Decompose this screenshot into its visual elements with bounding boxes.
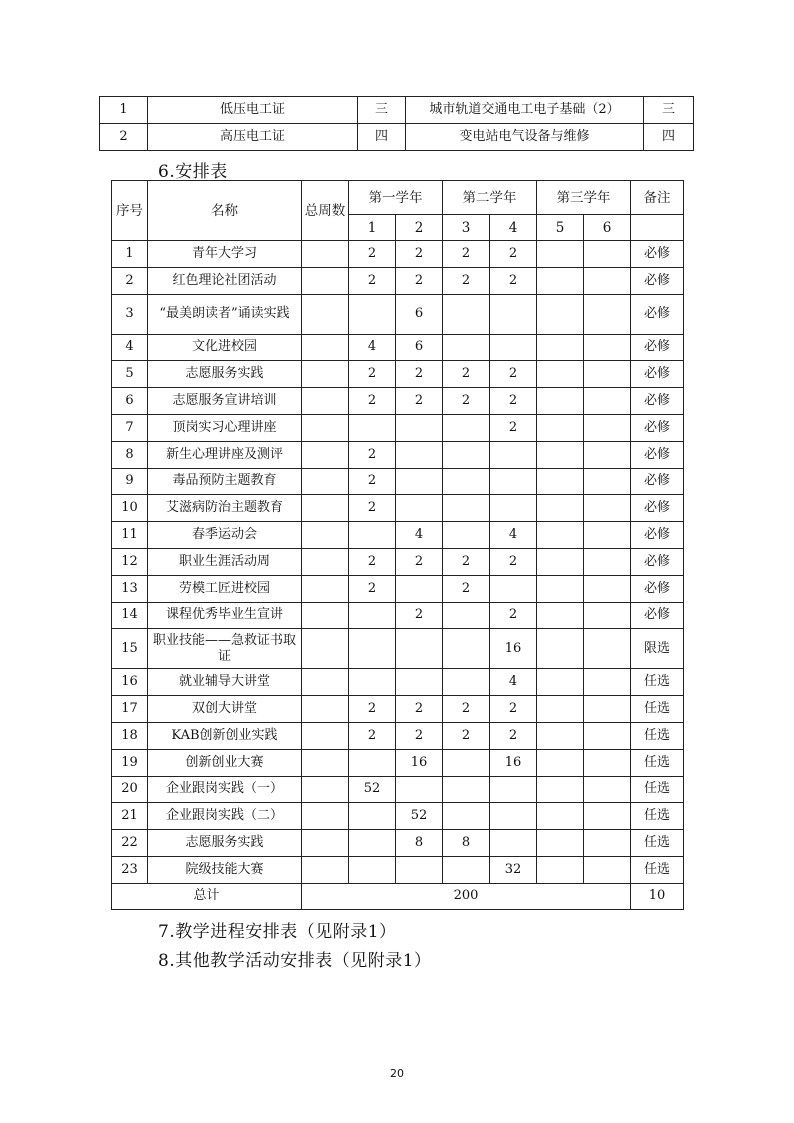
table-cell — [584, 468, 631, 495]
table-row — [112, 441, 684, 468]
header-year-1: 第一学年 — [349, 181, 443, 215]
activity-name-cell: 艾滋病防治主题教育 — [148, 495, 302, 522]
table-cell — [443, 334, 490, 361]
table-cell — [302, 575, 349, 602]
header-total-weeks: 总周数 — [302, 181, 349, 241]
activity-name-cell: 职业生涯活动周 — [148, 548, 302, 575]
table-row — [112, 495, 684, 522]
header-seq: 序号 — [112, 181, 148, 241]
table-cell: 2 — [443, 388, 490, 415]
table-cell: 必修 — [631, 334, 684, 361]
table-cell: 2 — [490, 696, 537, 723]
table-cell: 15 — [112, 629, 148, 669]
table-cell: 必修 — [631, 522, 684, 549]
table-cell: 2 — [490, 602, 537, 629]
table-cell — [443, 856, 490, 883]
table-cell: 限选 — [631, 629, 684, 669]
table-cell — [537, 629, 584, 669]
table-cell: 16 — [396, 749, 443, 776]
table-row — [112, 669, 684, 696]
table-cell: 2 — [349, 361, 396, 388]
table-cell — [302, 495, 349, 522]
table-cell — [349, 830, 396, 857]
table-cell: 3 — [112, 294, 148, 334]
table-cell — [537, 361, 584, 388]
table-cell: 2 — [396, 548, 443, 575]
table-cell: 任选 — [631, 669, 684, 696]
table-cell — [349, 294, 396, 334]
table-cell — [490, 495, 537, 522]
activity-name-cell: 文化进校园 — [148, 334, 302, 361]
header-term: 5 — [537, 215, 584, 241]
table-cell: 2 — [349, 722, 396, 749]
table-cell — [537, 830, 584, 857]
table-cell — [537, 414, 584, 441]
table-cell: 2 — [443, 548, 490, 575]
table-cell: 必修 — [631, 388, 684, 415]
table-cell — [584, 776, 631, 803]
table-cell — [537, 856, 584, 883]
table-cell — [396, 495, 443, 522]
table-cell: 52 — [396, 803, 443, 830]
table-cell: 2 — [112, 267, 148, 294]
table-cell: 32 — [490, 856, 537, 883]
table-cell — [302, 241, 349, 268]
table-cell — [302, 522, 349, 549]
table-cell — [584, 575, 631, 602]
table-cell: 必修 — [631, 294, 684, 334]
table-cell — [302, 267, 349, 294]
table-cell — [584, 441, 631, 468]
table-cell: 4 — [490, 522, 537, 549]
table-cell — [537, 388, 584, 415]
table-cell — [302, 388, 349, 415]
table-cell: 2 — [396, 696, 443, 723]
activity-name-cell: 就业辅导大讲堂 — [148, 669, 302, 696]
page-number: 20 — [390, 1067, 404, 1080]
table-cell — [443, 803, 490, 830]
table-cell: 2 — [443, 267, 490, 294]
table-cell — [443, 776, 490, 803]
table-cell: 四 — [644, 124, 694, 151]
table-cell — [584, 388, 631, 415]
header-year-3: 第三学年 — [537, 181, 631, 215]
table-cell: 任选 — [631, 856, 684, 883]
table-cell — [302, 629, 349, 669]
table-cell — [302, 414, 349, 441]
table-cell — [584, 803, 631, 830]
course-certificate-table — [99, 96, 694, 151]
table-cell: 2 — [396, 388, 443, 415]
activity-name-cell: 志愿服务实践 — [148, 361, 302, 388]
table-cell — [443, 441, 490, 468]
activity-name-cell: 红色理论社团活动 — [148, 267, 302, 294]
table-cell — [302, 856, 349, 883]
table-cell: 2 — [349, 548, 396, 575]
table-row — [112, 602, 684, 629]
table-row — [112, 856, 684, 883]
table-cell: 任选 — [631, 803, 684, 830]
table-cell: 2 — [490, 241, 537, 268]
table-cell: 必修 — [631, 468, 684, 495]
table-cell: 必修 — [631, 241, 684, 268]
table-cell — [302, 361, 349, 388]
schedule-table — [111, 180, 684, 910]
table-cell: 6 — [396, 294, 443, 334]
table-cell: 20 — [112, 776, 148, 803]
table-cell — [349, 522, 396, 549]
table-cell: 17 — [112, 696, 148, 723]
table-cell: 必修 — [631, 414, 684, 441]
table-cell — [584, 830, 631, 857]
table-row — [112, 361, 684, 388]
table-cell — [396, 575, 443, 602]
table-cell: 2 — [396, 361, 443, 388]
table-cell: 必修 — [631, 548, 684, 575]
table-row — [100, 97, 694, 124]
table-cell: 13 — [112, 575, 148, 602]
table-cell: 23 — [112, 856, 148, 883]
table-cell: 4 — [396, 522, 443, 549]
header-term: 3 — [443, 215, 490, 241]
activity-name-cell: 企业跟岗实践（一） — [148, 776, 302, 803]
table-cell: 2 — [443, 722, 490, 749]
table-cell — [396, 468, 443, 495]
activity-name-cell: 顶岗实习心理讲座 — [148, 414, 302, 441]
table-cell: 2 — [396, 267, 443, 294]
table-cell: 任选 — [631, 696, 684, 723]
table-cell — [537, 548, 584, 575]
table-cell — [537, 267, 584, 294]
table-cell — [302, 441, 349, 468]
table-cell — [584, 856, 631, 883]
table-cell — [584, 749, 631, 776]
table-row — [112, 241, 684, 268]
table-row — [112, 522, 684, 549]
table-cell — [584, 629, 631, 669]
table-cell: 2 — [490, 722, 537, 749]
activity-name-cell: 创新创业大赛 — [148, 749, 302, 776]
table-cell: 4 — [112, 334, 148, 361]
table-cell — [537, 468, 584, 495]
table-cell — [584, 267, 631, 294]
table-cell: 6 — [396, 334, 443, 361]
table-cell — [349, 602, 396, 629]
table-cell — [490, 830, 537, 857]
table-cell: 18 — [112, 722, 148, 749]
table-cell — [537, 722, 584, 749]
table-cell: 四 — [358, 124, 406, 151]
activity-name-cell: 毒品预防主题教育 — [148, 468, 302, 495]
table-cell: 7 — [112, 414, 148, 441]
table-cell — [584, 334, 631, 361]
table-row — [112, 414, 684, 441]
table-cell — [302, 803, 349, 830]
table-cell: 任选 — [631, 749, 684, 776]
table-cell — [537, 602, 584, 629]
table-cell: 2 — [490, 361, 537, 388]
table-cell: 16 — [490, 749, 537, 776]
table-cell — [396, 856, 443, 883]
table-cell — [584, 696, 631, 723]
total-row — [112, 883, 684, 909]
table-row — [112, 776, 684, 803]
table-cell: 8 — [443, 830, 490, 857]
table-cell: 必修 — [631, 267, 684, 294]
activity-name-cell: 企业跟岗实践（二） — [148, 803, 302, 830]
table-cell — [490, 468, 537, 495]
table-cell — [490, 441, 537, 468]
table-cell — [302, 294, 349, 334]
table-cell: 1 — [112, 241, 148, 268]
table-cell: 6 — [112, 388, 148, 415]
table-cell — [302, 722, 349, 749]
table-cell — [396, 629, 443, 669]
table-cell — [349, 629, 396, 669]
table-cell: 52 — [349, 776, 396, 803]
table-cell — [490, 803, 537, 830]
table-row — [112, 468, 684, 495]
total-remark: 10 — [631, 883, 684, 909]
table-cell: 2 — [396, 241, 443, 268]
table-cell: 5 — [112, 361, 148, 388]
table-cell — [584, 241, 631, 268]
table-cell — [537, 749, 584, 776]
header-term: 4 — [490, 215, 537, 241]
activity-name-cell: 青年大学习 — [148, 241, 302, 268]
table-cell: 任选 — [631, 776, 684, 803]
table-cell — [302, 602, 349, 629]
activity-name-cell: 志愿服务宣讲培训 — [148, 388, 302, 415]
table-cell: 2 — [443, 361, 490, 388]
table-cell — [349, 414, 396, 441]
table-cell: 变电站电气设备与维修 — [406, 124, 644, 151]
table-cell: 22 — [112, 830, 148, 857]
table-cell — [302, 830, 349, 857]
table-cell: 4 — [349, 334, 396, 361]
section-8-heading: 8.其他教学活动安排表（见附录1） — [158, 951, 432, 971]
table-cell — [302, 548, 349, 575]
table-cell — [584, 602, 631, 629]
table-cell: 任选 — [631, 722, 684, 749]
table-row — [112, 830, 684, 857]
header-remark-blank — [631, 215, 684, 241]
activity-name-cell: 志愿服务实践 — [148, 830, 302, 857]
header-term: 2 — [396, 215, 443, 241]
table-cell: 8 — [112, 441, 148, 468]
table-cell: 2 — [349, 241, 396, 268]
table-cell: 2 — [443, 575, 490, 602]
table-cell — [302, 468, 349, 495]
table-cell — [490, 334, 537, 361]
table-cell — [537, 575, 584, 602]
table-cell — [490, 294, 537, 334]
table-cell — [584, 414, 631, 441]
table-cell: 2 — [443, 241, 490, 268]
table-row — [100, 124, 694, 151]
table-cell: 必修 — [631, 441, 684, 468]
section-7-heading: 7.教学进程安排表（见附录1） — [158, 922, 397, 942]
table-cell: 2 — [396, 722, 443, 749]
table-cell — [537, 696, 584, 723]
table-cell: 必修 — [631, 495, 684, 522]
table-cell — [537, 294, 584, 334]
table-cell — [443, 749, 490, 776]
table-cell: 2 — [490, 414, 537, 441]
table-cell — [443, 522, 490, 549]
table-cell — [349, 749, 396, 776]
table-cell — [302, 696, 349, 723]
table-cell: 三 — [644, 97, 694, 124]
table-cell — [584, 669, 631, 696]
table-cell: 8 — [396, 830, 443, 857]
table-cell — [490, 776, 537, 803]
activity-name-cell: 职业技能——急救证书取证 — [148, 629, 302, 669]
table-cell: 2 — [443, 696, 490, 723]
total-label: 总计 — [112, 883, 302, 909]
table-cell — [302, 776, 349, 803]
table-cell — [537, 803, 584, 830]
table-cell: 2 — [349, 468, 396, 495]
table-cell — [443, 602, 490, 629]
table-row — [112, 388, 684, 415]
table-cell: 2 — [490, 548, 537, 575]
table-cell: 2 — [349, 495, 396, 522]
table-cell: 低压电工证 — [148, 97, 358, 124]
activity-name-cell: “最美朗读者”诵读实践 — [148, 294, 302, 334]
activity-name-cell: KAB创新创业实践 — [148, 722, 302, 749]
table-cell: 2 — [349, 267, 396, 294]
table-cell: 城市轨道交通电工电子基础（2） — [406, 97, 644, 124]
table-cell: 必修 — [631, 361, 684, 388]
activity-name-cell: 劳模工匠进校园 — [148, 575, 302, 602]
table-cell: 11 — [112, 522, 148, 549]
table-cell — [302, 334, 349, 361]
table-row — [112, 749, 684, 776]
header-remark: 备注 — [631, 181, 684, 215]
table-cell: 2 — [490, 267, 537, 294]
table-cell: 必修 — [631, 602, 684, 629]
total-weeks: 200 — [302, 883, 631, 909]
activity-name-cell: 春季运动会 — [148, 522, 302, 549]
table-cell — [443, 669, 490, 696]
header-term: 1 — [349, 215, 396, 241]
activity-name-cell: 院级技能大赛 — [148, 856, 302, 883]
table-row — [112, 722, 684, 749]
table-cell: 必修 — [631, 575, 684, 602]
table-cell — [396, 441, 443, 468]
table-row — [112, 803, 684, 830]
table-cell: 2 — [349, 441, 396, 468]
table-cell: 1 — [100, 97, 148, 124]
table-cell — [584, 522, 631, 549]
table-cell: 2 — [396, 602, 443, 629]
table-row — [112, 629, 684, 669]
table-cell — [584, 294, 631, 334]
table-cell — [396, 414, 443, 441]
table-cell — [349, 856, 396, 883]
table-cell — [396, 776, 443, 803]
table-cell — [537, 522, 584, 549]
table-cell — [443, 629, 490, 669]
activity-name-cell: 新生心理讲座及测评 — [148, 441, 302, 468]
table-cell: 14 — [112, 602, 148, 629]
table-cell — [584, 548, 631, 575]
table-cell — [443, 495, 490, 522]
table-row — [112, 696, 684, 723]
table-cell: 2 — [349, 696, 396, 723]
table-cell — [490, 575, 537, 602]
table-cell: 2 — [100, 124, 148, 151]
table-cell — [443, 294, 490, 334]
table-cell — [396, 669, 443, 696]
table-cell: 三 — [358, 97, 406, 124]
header-year-2: 第二学年 — [443, 181, 537, 215]
table-cell: 2 — [349, 575, 396, 602]
table-cell — [443, 414, 490, 441]
table-cell — [302, 669, 349, 696]
table-row — [112, 294, 684, 334]
table-cell — [584, 361, 631, 388]
table-cell — [537, 334, 584, 361]
table-cell: 2 — [490, 388, 537, 415]
table-cell: 高压电工证 — [148, 124, 358, 151]
table-cell: 12 — [112, 548, 148, 575]
table-cell — [349, 669, 396, 696]
table-cell — [349, 803, 396, 830]
table-cell — [584, 722, 631, 749]
table-cell — [537, 669, 584, 696]
table-cell — [302, 749, 349, 776]
table-cell — [584, 495, 631, 522]
activity-name-cell: 双创大讲堂 — [148, 696, 302, 723]
header-term: 6 — [584, 215, 631, 241]
table-cell: 9 — [112, 468, 148, 495]
table-row — [112, 575, 684, 602]
table-cell — [537, 495, 584, 522]
table-row — [112, 267, 684, 294]
table-row — [112, 334, 684, 361]
table-cell — [537, 441, 584, 468]
table-cell: 16 — [112, 669, 148, 696]
table-cell: 19 — [112, 749, 148, 776]
table-cell — [537, 776, 584, 803]
table-cell: 10 — [112, 495, 148, 522]
activity-name-cell: 课程优秀毕业生宣讲 — [148, 602, 302, 629]
table-cell: 4 — [490, 669, 537, 696]
table-row — [112, 548, 684, 575]
table-cell: 2 — [349, 388, 396, 415]
table-cell: 任选 — [631, 830, 684, 857]
table-cell: 21 — [112, 803, 148, 830]
header-row-years — [112, 181, 684, 215]
section-6-heading: 6.安排表 — [158, 162, 228, 182]
table-cell — [537, 241, 584, 268]
table-cell — [443, 468, 490, 495]
header-name: 名称 — [148, 181, 302, 241]
table-cell: 16 — [490, 629, 537, 669]
